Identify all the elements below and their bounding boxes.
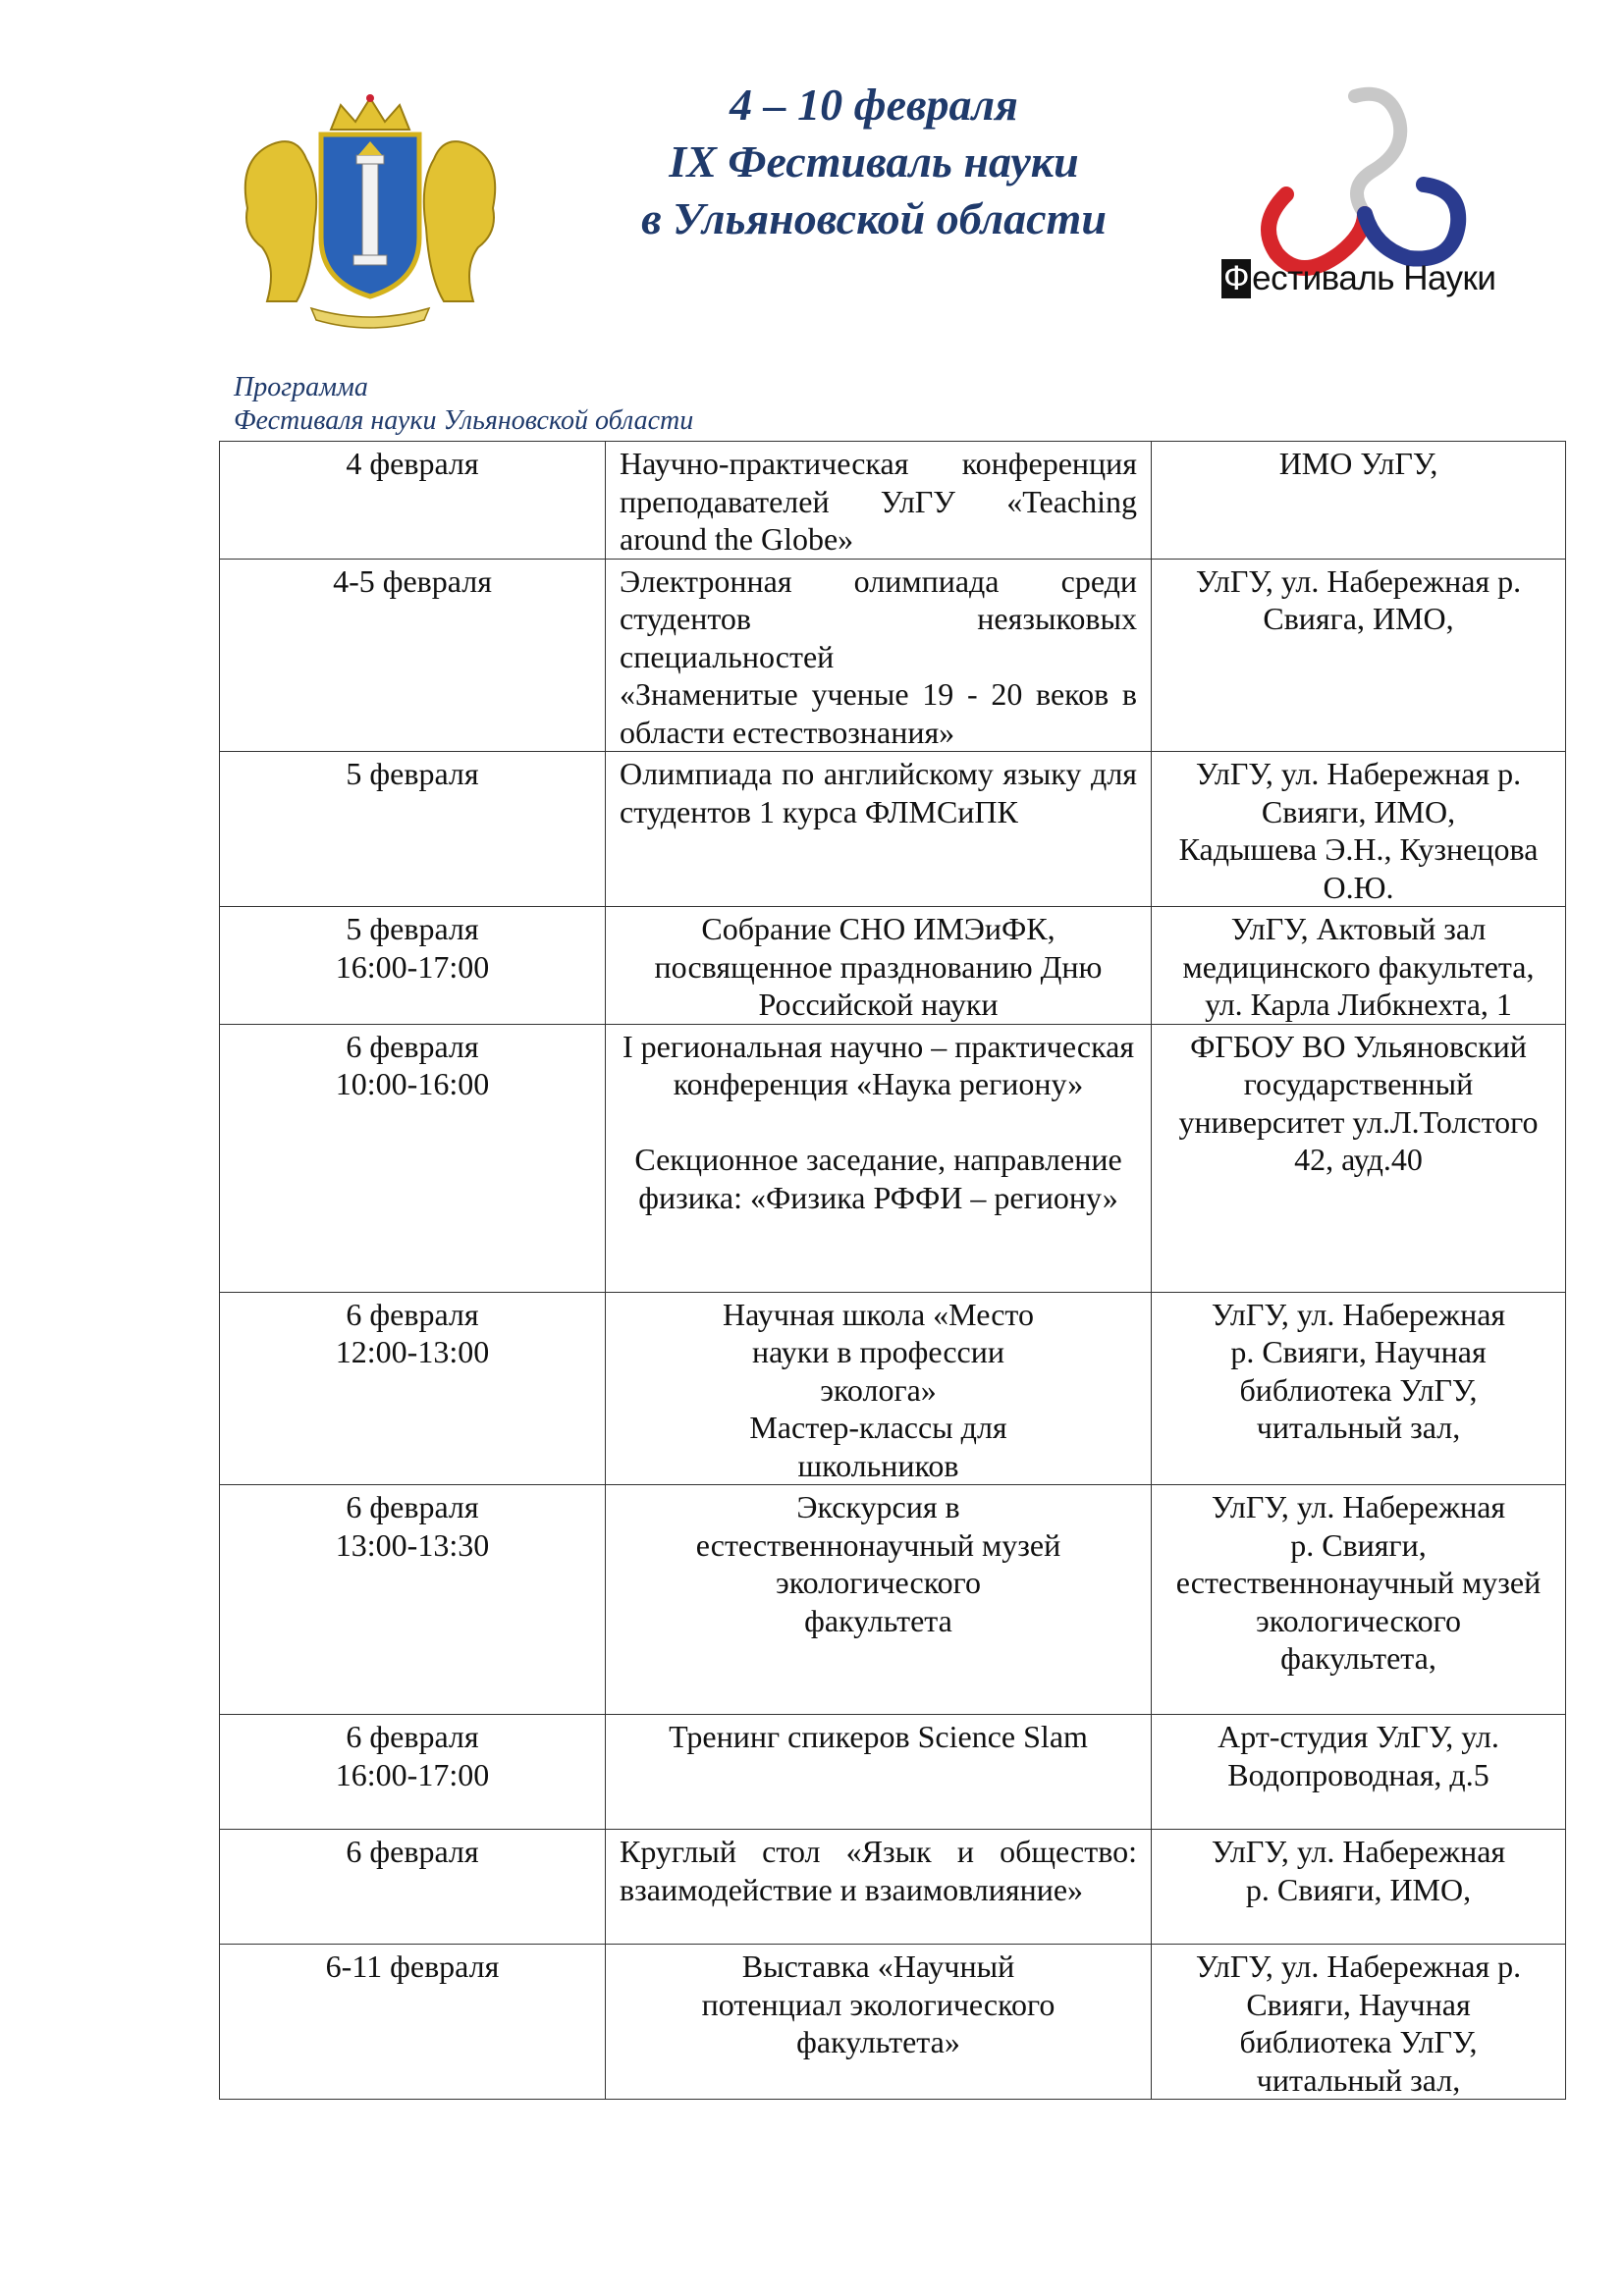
schedule-body [220,442,1566,2100]
table-row [220,1485,1566,1715]
event-cell [606,1292,1152,1485]
date-cell [220,1024,606,1292]
date-cell [220,1945,606,2100]
place-cell-text: УлГУ, ул. Набережная р. Свияги, Научная [1195,1949,1522,2022]
title-line: 4 – 10 февраля [730,80,1018,130]
table-row [220,1715,1566,1830]
event-cell-text: Выставка «Научный [741,1949,1015,1984]
table-row [220,1830,1566,1945]
date-cell-text: 6-11 февраля [325,1949,500,1984]
coat-of-arms-icon [228,90,513,336]
date-cell [220,907,606,1025]
place-cell [1152,1292,1566,1485]
place-cell-text: УлГУ, Актовый зал медицинского факультета, ул. Карла Либкнехта, 1 [1182,911,1535,1022]
place-cell-text: ИМО УлГУ, [1278,446,1438,481]
date-cell-text: 6 февраля [346,1719,479,1754]
event-cell [606,1485,1152,1715]
event-cell-text: эколога» [820,1371,937,1408]
schedule-table [219,441,1566,2100]
date-cell [220,1485,606,1715]
table-row [220,1945,1566,2100]
date-cell-text: 10:00-16:00 [335,1066,490,1101]
date-cell-text: 16:00-17:00 [335,948,490,985]
date-cell-text: 6 февраля [346,1296,479,1332]
event-cell-text: факультета» [796,2024,960,2059]
event-cell-text: I региональная научно – практическая конференция «Наука региону» [622,1028,1135,1101]
place-cell [1152,559,1566,752]
date-cell [220,442,606,560]
date-cell-text: 6 февраля [346,1028,479,1064]
place-cell-text: УлГУ, ул. Набережная [1211,1834,1506,1869]
table-row [220,559,1566,752]
event-cell [606,907,1152,1025]
event-cell-text: Секционное заседание, направление физика: «Физика РФФИ – региону» [634,1142,1122,1215]
event-cell [606,1715,1152,1830]
event-cell [606,442,1152,560]
date-cell [220,1292,606,1485]
date-cell [220,559,606,752]
table-row [220,752,1566,907]
event-cell [606,1830,1152,1945]
date-cell-text: 4 февраля [346,446,479,481]
place-cell-text: естественнонаучный музей [1175,1565,1542,1600]
event-cell-text: естественнонаучный музей [695,1526,1061,1563]
event-cell [606,559,1152,752]
place-cell-text: УлГУ, ул. Набережная [1211,1296,1506,1332]
place-cell-text: р. Свияги, ИМО, [1245,1871,1472,1907]
title-line: IX Фестиваль науки [669,136,1079,187]
place-cell-text: факультета, [1280,1640,1436,1676]
place-cell [1152,1945,1566,2100]
table-row [220,442,1566,560]
event-cell-text: Научная школа «Место [723,1296,1034,1332]
event-cell-text: Круглый стол «Язык и общество: взаимодействие и взаимовлияние» [620,1834,1137,1907]
date-cell-text: 12:00-13:00 [335,1334,490,1369]
place-cell-text: ФГБОУ ВО Ульяновский государственный университет ул.Л.Толстого 42, ауд.40 [1178,1028,1539,1177]
date-cell [220,752,606,907]
place-cell-text: экологического [1256,1602,1461,1638]
place-cell-text: УлГУ, ул. Набережная р. Свияги, ИМО, [1195,756,1522,829]
event-cell-text: Тренинг спикеров Science Slam [669,1719,1088,1754]
logo-initial: Ф [1223,259,1250,297]
event-cell-text: факультета [804,1602,952,1638]
date-cell-text: 13:00-13:30 [335,1526,490,1563]
place-cell-text: читальный зал, [1256,2061,1461,2098]
event-cell [606,1945,1152,2100]
table-row [220,907,1566,1025]
page-title [550,77,1198,247]
place-cell [1152,1830,1566,1945]
place-cell [1152,1715,1566,1830]
program-line: Фестиваля науки Ульяновской области [234,405,694,436]
place-cell [1152,907,1566,1025]
place-cell [1152,752,1566,907]
event-cell-text: потенциал экологического [701,1986,1056,2022]
event-cell-text: Мастер-классы для [749,1410,1007,1445]
date-cell-text: 16:00-17:00 [335,1756,490,1792]
title-line: в Ульяновской области [641,193,1107,243]
event-cell-text: «Знаменитые ученые 19 - 20 веков в области естествознания» [620,676,1137,750]
date-cell-text: 5 февраля [346,911,479,946]
place-cell-text: УлГУ, ул. Набережная [1211,1489,1506,1524]
event-cell-text: Научно-практическая конференция преподавателей УлГУ «Teaching around the Globe» [620,446,1137,557]
table-row [220,1024,1566,1292]
event-cell-text: Экскурсия в [796,1489,960,1524]
place-cell-text: УлГУ, ул. Набережная р. Свияга, ИМО, [1195,562,1522,636]
date-cell-text: 5 февраля [346,756,479,791]
date-cell [220,1830,606,1945]
festival-logo-text [1221,259,1502,298]
event-cell-text: экологического [776,1565,981,1600]
place-cell-text: библиотека УлГУ, [1239,2024,1478,2059]
event-cell [606,752,1152,907]
event-cell-text: Электронная олимпиада среди студентов неязыковых специальностей [620,562,1137,674]
date-cell-text: 6 февраля [346,1489,479,1524]
place-cell-text: Арт-студия УлГУ, ул. Водопроводная, д.5 [1218,1719,1499,1792]
program-heading [234,371,693,438]
program-line: Программа [234,372,368,402]
event-cell-text: школьников [797,1447,959,1483]
event-cell-text [620,1103,1137,1142]
place-cell-text: библиотека УлГУ, [1239,1371,1478,1408]
event-cell-text: Собрание СНО ИМЭиФК, посвященное празднованию Дню Российской науки [654,911,1103,1022]
logo-text-rest: естиваль Науки [1252,259,1496,297]
place-cell [1152,1485,1566,1715]
date-cell-text: 4-5 февраля [333,562,492,599]
event-cell-text: науки в профессии [752,1334,1004,1369]
date-cell-text: 6 февраля [346,1834,479,1869]
date-cell [220,1715,606,1830]
event-cell [606,1024,1152,1292]
place-cell-text: читальный зал, [1256,1410,1461,1445]
table-row [220,1292,1566,1485]
place-cell [1152,1024,1566,1292]
event-cell-text: Олимпиада по английскому языку для студентов 1 курса ФЛМСиПК [620,756,1137,829]
place-cell-text: р. Свияги, [1290,1526,1427,1563]
place-cell-text: Кадышева Э.Н., Кузнецова О.Ю. [1178,831,1539,905]
place-cell-text: р. Свияги, Научная [1230,1334,1487,1369]
place-cell [1152,442,1566,560]
